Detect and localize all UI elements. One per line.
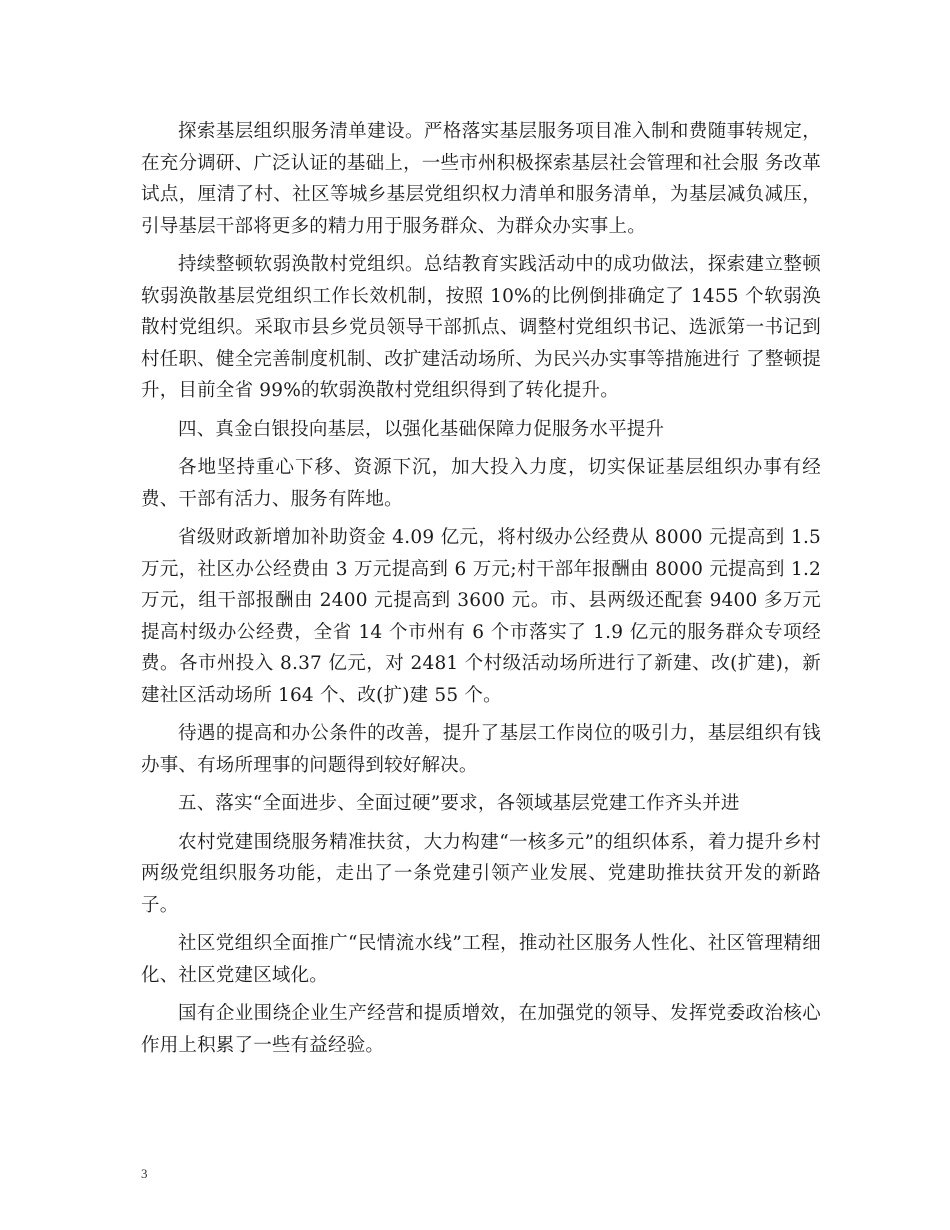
paragraph-community-party-orgs: 社区党组织全面推广“民情流水线”工程，推动社区服务人性化、社区管理精细化、社区党建区域化。 [141,933,821,986]
paragraph-service-list: 探索基层组织服务清单建设。严格落实基层服务项目准入制和费随事转规定，在充分调研、广泛认证的基础上，一些市州积极探索基层社会管理和社会服 务改革试点，厘清了村、社区等城乡基层党组织权力清单和服务清单，为基层减负减压，引导基层干部将更多的精力用于服务群众、为群众办实事上。 [141,121,821,237]
paragraph-provincial-funding: 省级财政新增加补助资金 4.09 亿元，将村级办公经费从 8000 元提高到 1.5 万元，社区办公经费由 3 万元提高到 6 万元;村干部年报酬由 8000 元提高到 1.2 万元，组干部报酬由 2400 元提高到 3600 元。市、县两级还配套 9400 多万元提高村级办公经费，全省 14 个市州有 6 个市落实了 1.9 亿元的服务群众专项经费。各市州投入 8.37 亿元，对 2481 个村级活动场所进行了新建、改(扩建)，新建社区活动场所 164 个、改(扩)建 55 个。 [141,527,821,706]
paragraph-state-enterprises: 国有企业围绕企业生产经营和提质增效，在加强党的领导、发挥党委政治核心作用上积累了一些有益经验。 [141,1003,821,1056]
paragraph-rural-party-building: 农村党建围绕服务精准扶贫，大力构建“一核多元”的组织体系，着力提升乡村两级党组织服务功能，走出了一条党建引领产业发展、党建助推扶贫开发的新路子。 [141,831,821,916]
section-heading-five: 五、落实“全面进步、全面过硬”要求，各领域基层党建工作齐头并进 [178,793,740,814]
page-number: 3 [141,1166,148,1181]
section-heading-four: 四、真金白银投向基层，以强化基础保障力促服务水平提升 [178,418,665,440]
paragraph-rectify-weak-party-orgs: 持续整顿软弱涣散村党组织。总结教育实践活动中的成功做法，探索建立整顿软弱涣散基层党组织工作长效机制，按照 10%的比例倒排确定了 1455 个软弱涣散村党组织。采取市县乡党员领导干部抓点、调整村党组织书记、选派第一书记到村任职、健全完善制度机制、改扩建活动场所、为民兴办实事等措施进行 了整顿提升，目前全省 99%的软弱涣散村党组织得到了转化提升。 [141,254,821,401]
document-body [141,116,821,1068]
paragraph-treatment-improved: 待遇的提高和办公条件的改善，提升了基层工作岗位的吸引力，基层组织有钱办事、有场所理事的问题得到较好解决。 [141,723,821,776]
paragraph-resources-down: 各地坚持重心下移、资源下沉，加大投入力度，切实保证基层组织办事有经费、干部有活力、服务有阵地。 [141,457,821,510]
